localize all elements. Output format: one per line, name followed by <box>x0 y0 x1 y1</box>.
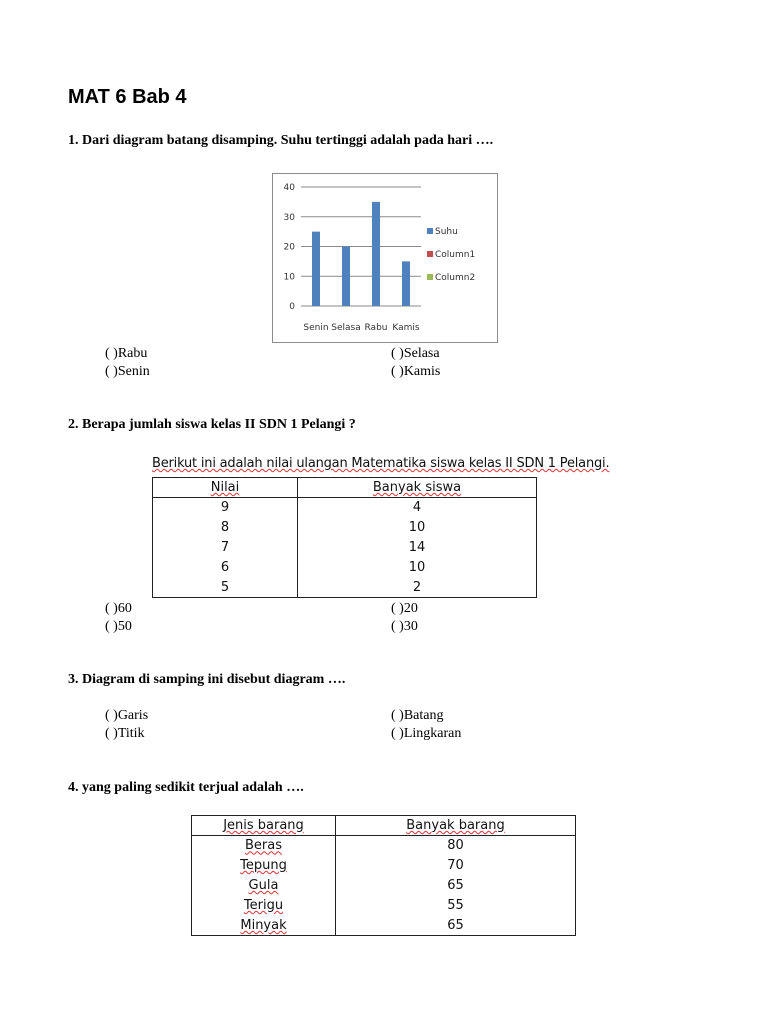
item-name: Tepung <box>240 858 287 873</box>
table-cell: 4 <box>298 498 537 518</box>
table-cell: 14 <box>298 538 537 558</box>
table-cell: 65 <box>336 916 576 936</box>
y-tick-label: 20 <box>283 242 295 253</box>
table-cell: 2 <box>298 578 537 598</box>
table-cell: 80 <box>336 836 576 856</box>
y-tick-label: 30 <box>283 212 295 223</box>
table-row <box>192 916 576 936</box>
question-1: 1. Dari diagram batang disamping. Suhu tertinggi adalah pada hari …. <box>68 133 494 148</box>
x-tick-label: Kamis <box>392 323 420 333</box>
table-cell: 7 <box>153 538 298 558</box>
bar <box>402 261 410 306</box>
legend-label: Column1 <box>435 250 476 260</box>
banyak-siswa-header <box>298 478 537 498</box>
q3-option-c[interactable]: ( )Titik <box>105 726 145 741</box>
jenis-barang-header-text: Jenis barang <box>223 818 304 833</box>
table-caption <box>152 456 609 471</box>
table-cell: 9 <box>153 498 298 518</box>
table-cell <box>192 856 336 876</box>
table-cell: 5 <box>153 578 298 598</box>
q3-option-d[interactable]: ( )Lingkaran <box>391 726 462 741</box>
legend-swatch <box>427 251 433 257</box>
q3-option-a[interactable]: ( )Garis <box>105 708 149 723</box>
legend-swatch <box>427 274 433 280</box>
y-tick-label: 0 <box>289 302 295 312</box>
table-row <box>153 518 537 538</box>
item-name: Gula <box>248 878 279 893</box>
table-cell: 70 <box>336 856 576 876</box>
bar <box>312 232 320 306</box>
item-name: Terigu <box>243 898 284 913</box>
question-3: 3. Diagram di samping ini disebut diagram …. <box>68 672 346 687</box>
table-row <box>192 876 576 896</box>
q1-option-d[interactable]: ( )Kamis <box>391 364 441 379</box>
table-row <box>153 578 537 598</box>
x-tick-label: Senin <box>303 323 329 333</box>
jenis-barang-header <box>192 816 336 836</box>
table-cell: 65 <box>336 876 576 896</box>
banyak-barang-header <box>336 816 576 836</box>
question-2: 2. Berapa jumlah siswa kelas II SDN 1 Pelangi ? <box>68 417 356 432</box>
barang-table <box>191 815 576 936</box>
table-cell <box>192 916 336 936</box>
q3-option-b[interactable]: ( )Batang <box>391 708 444 723</box>
table-row <box>153 498 537 518</box>
bar <box>342 247 350 307</box>
item-name: Minyak <box>240 917 287 933</box>
table-row <box>192 856 576 876</box>
banyak-barang-header-text: Banyak barang <box>406 818 505 833</box>
banyak-siswa-header-text: Banyak siswa <box>372 480 462 495</box>
item-name: Beras <box>244 838 282 854</box>
table-cell: 10 <box>298 518 537 538</box>
legend-swatch <box>427 228 433 234</box>
bar <box>372 202 380 306</box>
legend-label: Column2 <box>435 273 476 283</box>
q1-option-b[interactable]: ( )Selasa <box>391 346 440 361</box>
table-row <box>153 538 537 558</box>
table-cell: 8 <box>153 518 298 538</box>
x-tick-label: Rabu <box>364 323 388 333</box>
q2-option-b[interactable]: ( )20 <box>391 601 418 616</box>
x-tick-label: Selasa <box>331 323 361 333</box>
table-row <box>192 836 576 856</box>
y-tick-label: 40 <box>283 183 295 193</box>
nilai-header <box>153 478 298 498</box>
bar-chart-svg <box>273 174 497 342</box>
table-row <box>153 558 537 578</box>
q2-option-d[interactable]: ( )30 <box>391 619 418 634</box>
table-cell: 10 <box>298 558 537 578</box>
y-tick-label: 10 <box>283 272 295 283</box>
question-4: 4. yang paling sedikit terjual adalah …. <box>68 780 304 795</box>
table-cell <box>192 896 336 916</box>
q1-option-c[interactable]: ( )Senin <box>105 364 150 379</box>
table-row <box>192 896 576 916</box>
q2-option-a[interactable]: ( )60 <box>105 601 132 616</box>
table-cell <box>192 836 336 856</box>
legend-label: Suhu <box>435 227 458 237</box>
table-caption-text: Berikut ini adalah nilai ulangan Matematika siswa kelas II SDN 1 Pelangi. <box>152 456 610 471</box>
table-cell <box>192 876 336 896</box>
q2-option-c[interactable]: ( )50 <box>105 619 132 634</box>
document-title: MAT 6 Bab 4 <box>68 86 187 108</box>
nilai-table <box>152 477 537 598</box>
nilai-header-text: Nilai <box>210 480 240 495</box>
q1-option-a[interactable]: ( )Rabu <box>105 346 148 361</box>
table-cell: 6 <box>153 558 298 578</box>
table-cell: 55 <box>336 896 576 916</box>
bar-chart <box>272 173 498 343</box>
